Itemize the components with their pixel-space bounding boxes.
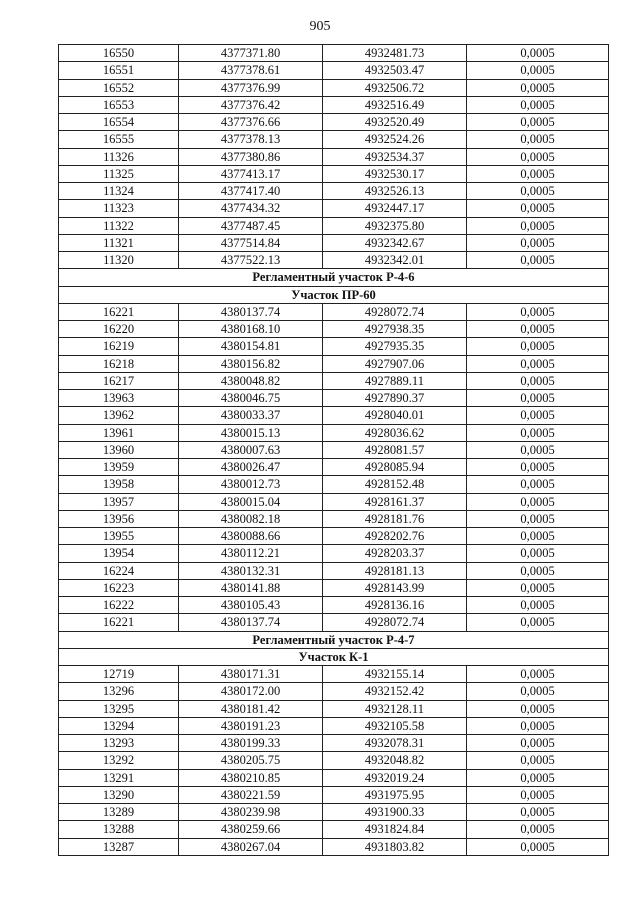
subsection-heading-row [59,648,609,665]
x-coordinate-cell: 4380210.85 [179,769,323,786]
table-row [59,735,609,752]
point-number-cell: 11321 [59,234,179,251]
value-cell: 0,0005 [467,252,609,269]
value-cell: 0,0005 [467,528,609,545]
point-number-cell: 13963 [59,390,179,407]
point-number-cell: 16550 [59,45,179,62]
point-number-cell: 16220 [59,321,179,338]
value-cell: 0,0005 [467,390,609,407]
point-number-cell: 11320 [59,252,179,269]
y-coordinate-cell: 4931803.82 [323,838,467,855]
y-coordinate-cell: 4932530.17 [323,165,467,182]
y-coordinate-cell: 4927907.06 [323,355,467,372]
value-cell: 0,0005 [467,545,609,562]
point-number-cell: 12719 [59,666,179,683]
x-coordinate-cell: 4377413.17 [179,165,323,182]
y-coordinate-cell: 4932534.37 [323,148,467,165]
x-coordinate-cell: 4377376.42 [179,96,323,113]
point-number-cell: 16224 [59,562,179,579]
x-coordinate-cell: 4380267.04 [179,838,323,855]
point-number-cell: 13958 [59,476,179,493]
table-row [59,562,609,579]
x-coordinate-cell: 4380012.73 [179,476,323,493]
x-coordinate-cell: 4380033.37 [179,407,323,424]
table-row [59,62,609,79]
x-coordinate-cell: 4377434.32 [179,200,323,217]
x-coordinate-cell: 4377378.61 [179,62,323,79]
value-cell: 0,0005 [467,79,609,96]
y-coordinate-cell: 4928136.16 [323,597,467,614]
y-coordinate-cell: 4932506.72 [323,79,467,96]
table-row [59,579,609,596]
table-row [59,614,609,631]
point-number-cell: 16553 [59,96,179,113]
y-coordinate-cell: 4932128.11 [323,700,467,717]
value-cell: 0,0005 [467,752,609,769]
page-number: 905 [309,19,331,34]
y-coordinate-cell: 4931975.95 [323,786,467,803]
y-coordinate-cell: 4932481.73 [323,45,467,62]
x-coordinate-cell: 4380141.88 [179,579,323,596]
y-coordinate-cell: 4932516.49 [323,96,467,113]
y-coordinate-cell: 4932105.58 [323,717,467,734]
table-row [59,441,609,458]
y-coordinate-cell: 4928202.76 [323,528,467,545]
point-number-cell: 16554 [59,114,179,131]
value-cell: 0,0005 [467,717,609,734]
value-cell: 0,0005 [467,234,609,251]
y-coordinate-cell: 4932342.67 [323,234,467,251]
value-cell: 0,0005 [467,493,609,510]
value-cell: 0,0005 [467,131,609,148]
table-row [59,96,609,113]
x-coordinate-cell: 4380137.74 [179,614,323,631]
point-number-cell: 13288 [59,821,179,838]
y-coordinate-cell: 4928161.37 [323,493,467,510]
point-number-cell: 13292 [59,752,179,769]
table-row [59,131,609,148]
table-row [59,510,609,527]
table-row [59,804,609,821]
y-coordinate-cell: 4928143.99 [323,579,467,596]
y-coordinate-cell: 4928085.94 [323,459,467,476]
point-number-cell: 13296 [59,683,179,700]
table-row [59,752,609,769]
x-coordinate-cell: 4380239.98 [179,804,323,821]
y-coordinate-cell: 4927890.37 [323,390,467,407]
y-coordinate-cell: 4932342.01 [323,252,467,269]
table-row [59,838,609,855]
x-coordinate-cell: 4380007.63 [179,441,323,458]
table-row [59,183,609,200]
x-coordinate-cell: 4377522.13 [179,252,323,269]
y-coordinate-cell: 4932155.14 [323,666,467,683]
value-cell: 0,0005 [467,786,609,803]
table-row [59,459,609,476]
table-row [59,700,609,717]
point-number-cell: 16222 [59,597,179,614]
x-coordinate-cell: 4380082.18 [179,510,323,527]
y-coordinate-cell: 4928072.74 [323,614,467,631]
point-number-cell: 16552 [59,79,179,96]
point-number-cell: 13295 [59,700,179,717]
x-coordinate-cell: 4380172.00 [179,683,323,700]
value-cell: 0,0005 [467,96,609,113]
point-number-cell: 16219 [59,338,179,355]
y-coordinate-cell: 4932152.42 [323,683,467,700]
x-coordinate-cell: 4380156.82 [179,355,323,372]
x-coordinate-cell: 4377487.45 [179,217,323,234]
x-coordinate-cell: 4377376.66 [179,114,323,131]
y-coordinate-cell: 4932520.49 [323,114,467,131]
point-number-cell: 16218 [59,355,179,372]
value-cell: 0,0005 [467,303,609,320]
y-coordinate-cell: 4928036.62 [323,424,467,441]
value-cell: 0,0005 [467,476,609,493]
value-cell: 0,0005 [467,666,609,683]
point-number-cell: 16551 [59,62,179,79]
value-cell: 0,0005 [467,372,609,389]
value-cell: 0,0005 [467,459,609,476]
value-cell: 0,0005 [467,148,609,165]
table-row [59,424,609,441]
section-heading: Регламентный участок Р-4-6 [59,269,609,286]
point-number-cell: 13954 [59,545,179,562]
x-coordinate-cell: 4380168.10 [179,321,323,338]
table-row [59,303,609,320]
point-number-cell: 13956 [59,510,179,527]
value-cell: 0,0005 [467,114,609,131]
x-coordinate-cell: 4377417.40 [179,183,323,200]
y-coordinate-cell: 4932524.26 [323,131,467,148]
value-cell: 0,0005 [467,165,609,182]
value-cell: 0,0005 [467,838,609,855]
table-row [59,372,609,389]
table-row [59,769,609,786]
subsection-heading-row [59,286,609,303]
point-number-cell: 11322 [59,217,179,234]
value-cell: 0,0005 [467,510,609,527]
point-number-cell: 11325 [59,165,179,182]
x-coordinate-cell: 4380171.31 [179,666,323,683]
table-row [59,528,609,545]
y-coordinate-cell: 4928040.01 [323,407,467,424]
table-row [59,390,609,407]
value-cell: 0,0005 [467,217,609,234]
table-row [59,234,609,251]
coordinates-table [58,44,609,856]
value-cell: 0,0005 [467,821,609,838]
table-row [59,545,609,562]
value-cell: 0,0005 [467,355,609,372]
x-coordinate-cell: 4380088.66 [179,528,323,545]
point-number-cell: 16223 [59,579,179,596]
subsection-heading: Участок ПР-60 [59,286,609,303]
point-number-cell: 13960 [59,441,179,458]
table-row [59,217,609,234]
y-coordinate-cell: 4931824.84 [323,821,467,838]
table-row [59,252,609,269]
y-coordinate-cell: 4932048.82 [323,752,467,769]
point-number-cell: 13962 [59,407,179,424]
x-coordinate-cell: 4380137.74 [179,303,323,320]
value-cell: 0,0005 [467,45,609,62]
coordinates-table-body [59,45,609,856]
point-number-cell: 13289 [59,804,179,821]
value-cell: 0,0005 [467,183,609,200]
y-coordinate-cell: 4928181.13 [323,562,467,579]
y-coordinate-cell: 4932019.24 [323,769,467,786]
x-coordinate-cell: 4377378.13 [179,131,323,148]
value-cell: 0,0005 [467,200,609,217]
table-row [59,321,609,338]
y-coordinate-cell: 4928203.37 [323,545,467,562]
x-coordinate-cell: 4380015.04 [179,493,323,510]
table-row [59,821,609,838]
value-cell: 0,0005 [467,562,609,579]
section-heading: Регламентный участок Р-4-7 [59,631,609,648]
section-heading-row [59,269,609,286]
value-cell: 0,0005 [467,769,609,786]
table-row [59,683,609,700]
point-number-cell: 13959 [59,459,179,476]
y-coordinate-cell: 4928181.76 [323,510,467,527]
y-coordinate-cell: 4928152.48 [323,476,467,493]
value-cell: 0,0005 [467,683,609,700]
y-coordinate-cell: 4927938.35 [323,321,467,338]
point-number-cell: 13291 [59,769,179,786]
value-cell: 0,0005 [467,441,609,458]
x-coordinate-cell: 4380132.31 [179,562,323,579]
point-number-cell: 13957 [59,493,179,510]
x-coordinate-cell: 4380048.82 [179,372,323,389]
value-cell: 0,0005 [467,407,609,424]
value-cell: 0,0005 [467,579,609,596]
x-coordinate-cell: 4380046.75 [179,390,323,407]
point-number-cell: 11323 [59,200,179,217]
x-coordinate-cell: 4377376.99 [179,79,323,96]
point-number-cell: 16555 [59,131,179,148]
y-coordinate-cell: 4928072.74 [323,303,467,320]
value-cell: 0,0005 [467,735,609,752]
point-number-cell: 16221 [59,614,179,631]
point-number-cell: 16217 [59,372,179,389]
table-row [59,786,609,803]
point-number-cell: 13293 [59,735,179,752]
table-row [59,355,609,372]
x-coordinate-cell: 4380026.47 [179,459,323,476]
table-row [59,114,609,131]
section-heading-row [59,631,609,648]
point-number-cell: 13294 [59,717,179,734]
value-cell: 0,0005 [467,62,609,79]
x-coordinate-cell: 4377380.86 [179,148,323,165]
y-coordinate-cell: 4932447.17 [323,200,467,217]
table-row [59,493,609,510]
table-row [59,45,609,62]
table-row [59,79,609,96]
point-number-cell: 13961 [59,424,179,441]
x-coordinate-cell: 4380181.42 [179,700,323,717]
y-coordinate-cell: 4932078.31 [323,735,467,752]
table-row [59,148,609,165]
value-cell: 0,0005 [467,338,609,355]
y-coordinate-cell: 4932503.47 [323,62,467,79]
x-coordinate-cell: 4380112.21 [179,545,323,562]
table-row [59,476,609,493]
x-coordinate-cell: 4380221.59 [179,786,323,803]
y-coordinate-cell: 4927935.35 [323,338,467,355]
subsection-heading: Участок К-1 [59,648,609,665]
x-coordinate-cell: 4380191.23 [179,717,323,734]
table-row [59,165,609,182]
x-coordinate-cell: 4380205.75 [179,752,323,769]
value-cell: 0,0005 [467,804,609,821]
y-coordinate-cell: 4932375.80 [323,217,467,234]
point-number-cell: 16221 [59,303,179,320]
x-coordinate-cell: 4377514.84 [179,234,323,251]
value-cell: 0,0005 [467,614,609,631]
point-number-cell: 11326 [59,148,179,165]
value-cell: 0,0005 [467,597,609,614]
y-coordinate-cell: 4927889.11 [323,372,467,389]
x-coordinate-cell: 4380105.43 [179,597,323,614]
table-row [59,597,609,614]
y-coordinate-cell: 4932526.13 [323,183,467,200]
table-row [59,717,609,734]
y-coordinate-cell: 4928081.57 [323,441,467,458]
x-coordinate-cell: 4380154.81 [179,338,323,355]
value-cell: 0,0005 [467,700,609,717]
point-number-cell: 13290 [59,786,179,803]
x-coordinate-cell: 4380015.13 [179,424,323,441]
table-row [59,407,609,424]
point-number-cell: 13287 [59,838,179,855]
point-number-cell: 13955 [59,528,179,545]
x-coordinate-cell: 4380259.66 [179,821,323,838]
value-cell: 0,0005 [467,321,609,338]
point-number-cell: 11324 [59,183,179,200]
x-coordinate-cell: 4380199.33 [179,735,323,752]
x-coordinate-cell: 4377371.80 [179,45,323,62]
value-cell: 0,0005 [467,424,609,441]
table-row [59,200,609,217]
table-row [59,338,609,355]
table-row [59,666,609,683]
y-coordinate-cell: 4931900.33 [323,804,467,821]
